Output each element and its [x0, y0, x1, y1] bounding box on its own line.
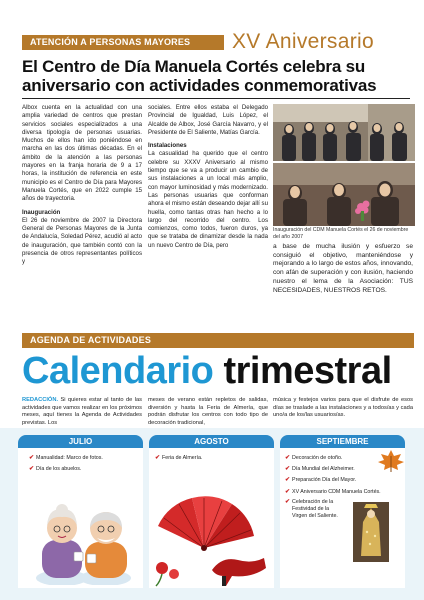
check-icon: ✔	[285, 489, 291, 495]
agenda-intro-col-2	[148, 397, 268, 427]
agenda-intro-col-3	[273, 397, 413, 420]
subheading-instalaciones: Instalaciones	[148, 142, 187, 150]
event-item	[29, 455, 103, 462]
event-label: Feria de Almería.	[162, 455, 203, 461]
grandparents-illustration	[30, 490, 135, 585]
event-label: Decoración de otoño.	[292, 455, 343, 461]
event-item	[285, 489, 381, 496]
month-header-julio: JULIO	[18, 435, 143, 448]
calendar-title	[22, 350, 392, 392]
agenda-text: meses de verano están repletos de salidas, diversión y hasta la Feria de Almería, que podrán disfrutar los centros con todo tipo de decoración tradicional,	[148, 397, 268, 426]
inauguration-photo-1	[273, 104, 415, 161]
calendar-title-part-a: Calendario	[22, 350, 214, 392]
article-column-2	[148, 104, 268, 250]
article-headline: El Centro de Día Manuela Cortés celebra su aniversario con actividades conmemorativas	[22, 57, 377, 95]
paragraph: a base de mucha ilusión y esfuerzo se consiguió el objetivo, manteniéndose y mejorando a lo largo de estos años, innovando, con afán de superación y con ilusión, haciendo nuestro el lema de la Asociación: TUS NECESIDADES, NUESTROS RETOS.	[273, 243, 413, 294]
divider	[22, 98, 410, 99]
check-icon: ✔	[155, 455, 161, 461]
event-item	[155, 455, 202, 462]
agenda-text: Si quieres estar al tanto de las actividades que vamos realizar en los próximos meses, aquí tienes la Agenda de Actividades previstas. Los	[22, 397, 142, 426]
month-header-agosto: AGOSTO	[149, 435, 274, 448]
section-label: ATENCIÓN A PERSONAS MAYORES	[30, 37, 191, 47]
event-item	[285, 466, 355, 473]
event-label: Manualidad: Marco de fotos.	[36, 455, 103, 461]
redaccion-label: REDACCIÓN.	[22, 397, 59, 403]
event-label: Día Mundial del Alzheimer.	[292, 466, 355, 472]
section-label: AGENDA DE ACTIVIDADES	[30, 335, 152, 345]
fan-and-shoe-illustration	[152, 478, 272, 588]
event-item	[285, 477, 356, 484]
check-icon: ✔	[285, 477, 291, 483]
month-header-septiembre: SEPTIEMBRE	[280, 435, 405, 448]
subheading-inauguracion: Inauguración	[22, 208, 61, 216]
paragraph: Albox cuenta en la actualidad con una amplia variedad de centros que prestan servicios sociales especializados a una diversa tipología de personas usuarias. Muchos de ellos han ido poniéndose en marcha en las dos últimas décadas. En el ámbito de la atención a las personas mayores en la franja horaria de 9 a 17 horas, la institución de referencia en este municipio es el Centro de Día para Mayores Manuela Cortés, que en 2022 cumple 15 años de trayectoria.	[22, 104, 142, 203]
check-icon: ✔	[285, 455, 291, 461]
calendar-title-part-b: trimestral	[223, 350, 392, 392]
event-label: Preparación Día del Mayor.	[292, 477, 357, 483]
article-column-1	[22, 104, 142, 267]
paragraph: sociales. Entre ellos estaba el Delegado Provincial de Igualdad, Luis López, el Alcalde de Albox, José García Navarro, y el Presidente de El Saliente, Matías García.	[148, 104, 268, 136]
check-icon: ✔	[29, 466, 35, 472]
agenda-text: música y festejos varios para que el disfrute de esos días se traslade a las instalaciones y a todos/as y cada uno/a de los/las usuarios/as.	[273, 397, 413, 418]
section-bar-agenda	[22, 333, 414, 348]
event-label: XV Aniversario CDM Manuela Cortés.	[292, 489, 381, 495]
inauguration-photo-2	[273, 163, 415, 226]
check-icon: ✔	[285, 466, 291, 472]
event-item	[29, 466, 81, 473]
event-label: Celebración de la Festividad de la Virgen del Saliente.	[292, 499, 338, 519]
section-bar-mayores	[22, 35, 224, 50]
autumn-leaf-icon	[376, 448, 406, 472]
check-icon: ✔	[29, 455, 35, 461]
anniversary-label: XV Aniversario	[232, 30, 374, 53]
paragraph: El 26 de noviembre de 2007 la Directora General de Personas Mayores de la Junta de Andalucía, Soledad Pérez, acudió al acto de inauguración, que también contó con la presencia de otros representantes políticos y	[22, 216, 142, 266]
agenda-intro-col-1	[22, 397, 142, 427]
photo-caption: Inauguración del CDM Manuela Cortés el 26 de noviembre del año 2007	[273, 227, 409, 240]
event-label: Día de los abuelos.	[36, 466, 82, 472]
article-column-3	[273, 243, 413, 295]
event-item	[285, 455, 342, 462]
event-item	[285, 499, 343, 520]
check-icon: ✔	[285, 499, 291, 505]
virgin-statue-image	[353, 502, 389, 562]
paragraph: La casualidad ha querido que el centro celebre su XXXV Aniversario al mismo tiempo que se va a producir un cambio de sus instalaciones a un local más amplio, con mayor luminosidad y más modernizado. Las personas usuarias que conforman ahora el mismo están deseando dejar allí su huella, como tantas otras han hecho a lo largo del recorrido del centro. Los comienzos, como todos, fueron duros, ya que se trataba de dinamizar desde la nada un nuevo Centro de Día, pero	[148, 150, 268, 249]
